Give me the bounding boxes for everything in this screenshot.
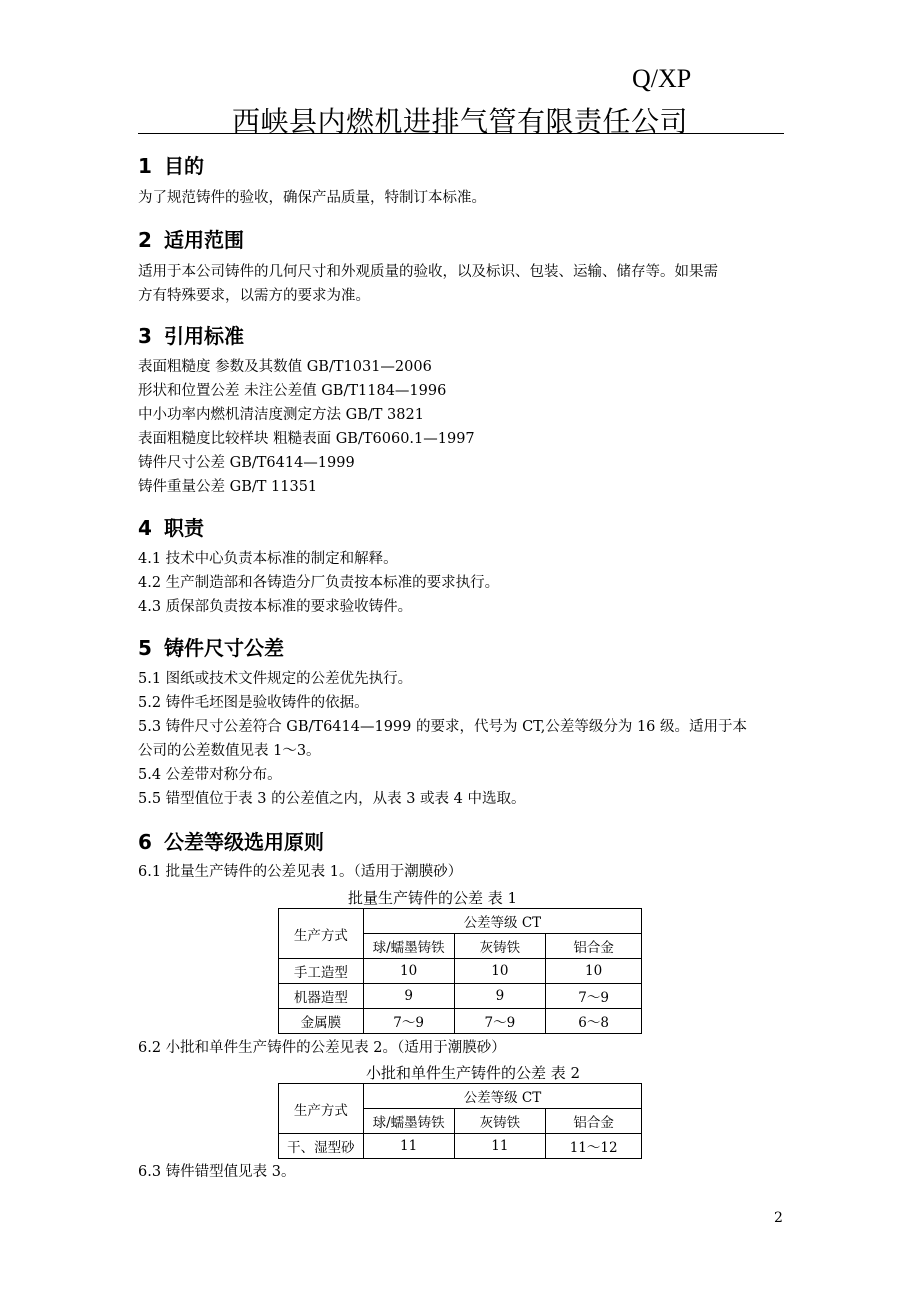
header-rule <box>138 133 784 134</box>
column-header: 铝合金 <box>546 934 642 959</box>
section-2-line-2: 方有特殊要求，以需方的要求为准。 <box>138 288 370 304</box>
section-5-heading: 5 铸件尺寸公差 <box>138 636 284 660</box>
table-cell: 9 <box>454 984 546 1009</box>
reference-standard: 形状和位置公差 未注公差值 GB/T1184—1996 <box>138 383 447 399</box>
row-label: 干、湿型砂 <box>279 1134 364 1159</box>
table-cell: 10 <box>454 959 546 984</box>
clause-5-3: 5.3 铸件尺寸公差符合 GB/T6414—1999 的要求，代号为 CT,公差等级分为 16 级。适用于本 <box>138 719 748 735</box>
column-header: 灰铸铁 <box>454 934 546 959</box>
clause-6-3: 6.3 铸件错型值见表 3。 <box>138 1164 296 1180</box>
clause-5-2: 5.2 铸件毛坯图是验收铸件的依据。 <box>138 695 369 711</box>
table-cell: 11～12 <box>546 1134 642 1159</box>
row-label: 手工造型 <box>279 959 364 984</box>
clause-6-1: 6.1 批量生产铸件的公差见表 1。（适用于潮膜砂） <box>138 864 463 880</box>
reference-standard: 铸件重量公差 GB/T 11351 <box>138 479 318 495</box>
group-header: 公差等级 CT <box>363 1084 641 1109</box>
table-row <box>279 984 642 1009</box>
row-label: 机器造型 <box>279 984 364 1009</box>
section-1-heading: 1 目的 <box>138 154 204 178</box>
table-cell: 11 <box>363 1134 454 1159</box>
section-1-text: 为了规范铸件的验收，确保产品质量，特制订本标准。 <box>138 190 486 206</box>
section-2-heading: 2 适用范围 <box>138 228 244 252</box>
clause-5-5: 5.5 错型值位于表 3 的公差值之内，从表 3 或表 4 中选取。 <box>138 791 526 807</box>
column-header: 球/蠕墨铸铁 <box>363 934 454 959</box>
clause-5-1: 5.1 图纸或技术文件规定的公差优先执行。 <box>138 671 413 687</box>
clause-4-3: 4.3 质保部负责按本标准的要求验收铸件。 <box>138 599 413 615</box>
column-header: 灰铸铁 <box>454 1109 546 1134</box>
mode-header: 生产方式 <box>279 909 364 959</box>
clause-4-1: 4.1 技术中心负责本标准的制定和解释。 <box>138 551 398 567</box>
page-number: 2 <box>774 1210 783 1226</box>
table-cell: 7～9 <box>363 1009 454 1034</box>
table-cell: 10 <box>546 959 642 984</box>
table-1-caption: 批量生产铸件的公差 表 1 <box>348 889 518 907</box>
reference-standard: 铸件尺寸公差 GB/T6414—1999 <box>138 455 355 471</box>
clause-6-2: 6.2 小批和单件生产铸件的公差见表 2。（适用于潮膜砂） <box>138 1040 506 1056</box>
section-4-heading: 4 职责 <box>138 516 204 540</box>
mode-header: 生产方式 <box>279 1084 364 1134</box>
section-2-line-1: 适用于本公司铸件的几何尺寸和外观质量的验收，以及标识、包装、运输、储存等。如果需 <box>138 264 718 280</box>
column-header: 球/蠕墨铸铁 <box>363 1109 454 1134</box>
clause-4-2: 4.2 生产制造部和各铸造分厂负责按本标准的要求执行。 <box>138 575 500 591</box>
clause-5-4: 5.4 公差带对称分布。 <box>138 767 282 783</box>
table-2 <box>278 1083 642 1159</box>
reference-standard: 表面粗糙度 参数及其数值 GB/T1031—2006 <box>138 359 432 375</box>
section-6-heading: 6 公差等级选用原则 <box>138 830 324 854</box>
reference-standard: 中小功率内燃机清洁度测定方法 GB/T 3821 <box>138 407 424 423</box>
reference-standard: 表面粗糙度比较样块 粗糙表面 GB/T6060.1—1997 <box>138 431 475 447</box>
table-cell: 9 <box>363 984 454 1009</box>
company-name: 西峡县内燃机进排气管有限责任公司 <box>231 105 688 138</box>
table-cell: 11 <box>454 1134 546 1159</box>
table-cell: 10 <box>363 959 454 984</box>
table-row <box>279 1134 642 1159</box>
table-cell: 7～9 <box>454 1009 546 1034</box>
table-1 <box>278 908 642 1034</box>
section-3-heading: 3 引用标准 <box>138 324 244 348</box>
column-header: 铝合金 <box>546 1109 642 1134</box>
row-label: 金属膜 <box>279 1009 364 1034</box>
table-row <box>279 959 642 984</box>
table-cell: 7～9 <box>546 984 642 1009</box>
clause-5-3-cont: 公司的公差数值见表 1～3。 <box>138 743 321 759</box>
table-cell: 6～8 <box>546 1009 642 1034</box>
group-header: 公差等级 CT <box>363 909 641 934</box>
table-row <box>279 1009 642 1034</box>
standard-code: Q/XP <box>632 64 692 93</box>
table-2-caption: 小批和单件生产铸件的公差 表 2 <box>366 1064 581 1082</box>
